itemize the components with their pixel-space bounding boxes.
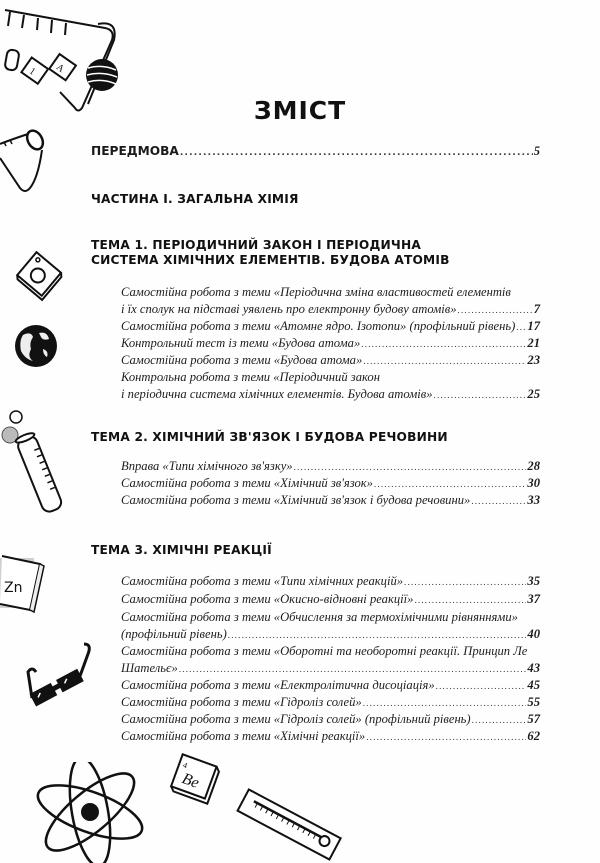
leader-dots: [458, 302, 533, 319]
page-number: 28: [527, 459, 540, 473]
entry-text: Самостійна робота з теми «Типи хімічних реакцій»: [121, 574, 404, 588]
entry-text-line: Самостійна робота з теми «Обчислення за термохімічними рівняннями»: [121, 610, 518, 624]
leader-dots: [434, 387, 527, 404]
page-number: 23: [527, 353, 540, 367]
leader-dots: [471, 493, 526, 510]
entry-text: Самостійна робота з теми «Хімічний зв'язок»: [121, 476, 373, 490]
toc-entry-preface[interactable]: [91, 144, 540, 159]
leader-dots: [436, 678, 527, 695]
page-number: 62: [527, 729, 540, 743]
leader-dots: [516, 319, 526, 336]
toc-entry[interactable]: [121, 284, 540, 319]
topic-heading-1: [91, 238, 450, 268]
toc-entry[interactable]: [121, 335, 540, 353]
page-number: 57: [527, 712, 540, 726]
toc-entry[interactable]: [121, 728, 540, 746]
thermometer-illustration: [235, 785, 345, 863]
beryllium-tile-illustration: [165, 752, 225, 807]
leader-dots: [228, 627, 527, 644]
toc-entry[interactable]: [121, 643, 540, 678]
toc-entry[interactable]: [121, 711, 540, 729]
leader-dots: [294, 459, 527, 476]
svg-text:1: 1: [26, 65, 38, 78]
leader-dots: [366, 729, 526, 746]
entry-text: Самостійна робота з теми «Гідроліз солей»: [121, 695, 362, 709]
leader-dots: [179, 661, 527, 678]
entry-text-line: Контрольна робота з теми «Періодичний закон: [121, 370, 380, 384]
page-number: 21: [527, 336, 540, 350]
page-number: 35: [527, 574, 540, 588]
atom-illustration: [30, 762, 150, 863]
camera-tile-illustration: [12, 250, 68, 302]
toc-entry[interactable]: [121, 492, 540, 510]
entry-text: Самостійна робота з теми «Електролітична дисоціація»: [121, 678, 435, 692]
page-number: 37: [527, 592, 540, 606]
entry-text: Контрольний тест із теми «Будова атома»: [121, 336, 361, 350]
entry-text: Самостійна робота з теми «Будова атома»: [121, 353, 363, 367]
page-number: 33: [527, 493, 540, 507]
toc-entry[interactable]: [121, 591, 540, 609]
topic-heading-line: ТЕМА 1. ПЕРІОДИЧНИЙ ЗАКОН І ПЕРІОДИЧНА: [91, 238, 422, 252]
leader-dots: [472, 712, 527, 729]
leader-dots: [363, 353, 526, 370]
topic-heading-2: [91, 430, 448, 445]
leader-dots: [414, 592, 526, 609]
entry-text: Самостійна робота з теми «Хімічні реакції»: [121, 729, 366, 743]
topic-heading-line: ТЕМА 2. ХІМІЧНИЙ ЗВ'ЯЗОК І БУДОВА РЕЧОВИНИ: [91, 430, 448, 444]
zinc-tile-illustration: [0, 552, 48, 614]
toc-entry[interactable]: [121, 677, 540, 695]
entry-text: Шательє»: [121, 661, 178, 675]
entry-text: Самостійна робота з теми «Окисно-відновні реакції»: [121, 592, 414, 606]
svg-text:A: A: [53, 61, 67, 76]
page-number: 17: [527, 319, 540, 333]
entry-text-line: Самостійна робота з теми «Оборотні та необоротні реакції. Принцип Ле: [121, 644, 528, 658]
leader-dots: [361, 336, 526, 353]
leader-dots: [180, 148, 533, 158]
topic-heading-line: СИСТЕМА ХІМІЧНИХ ЕЛЕМЕНТІВ. БУДОВА АТОМІВ: [91, 253, 450, 267]
element-tile-icon: [21, 57, 48, 83]
page-number: 25: [527, 387, 540, 401]
toc-entry[interactable]: [121, 352, 540, 370]
entry-text: Самостійна робота з теми «Хімічний зв'язок і будова речовини»: [121, 493, 471, 507]
topic-heading-3: [91, 543, 272, 558]
toc-entry[interactable]: [121, 458, 540, 476]
toc-entry[interactable]: [121, 369, 540, 404]
leader-dots: [374, 476, 526, 493]
page-number: 30: [527, 476, 540, 490]
entry-text: Самостійна робота з теми «Атомне ядро. Ізотопи» (профільний рівень): [121, 319, 516, 333]
page-number: 7: [533, 302, 540, 316]
preface-label: ПЕРЕДМОВА: [91, 144, 179, 158]
page-number: 55: [527, 695, 540, 709]
svg-text:Zn: Zn: [4, 580, 23, 596]
globe-icon: [13, 323, 59, 369]
test-tube-illustration: [0, 405, 70, 525]
entry-text: і періодична система хімічних елементів. Будова атомів»: [121, 387, 433, 401]
leader-dots: [404, 574, 526, 591]
page-number: 5: [533, 144, 540, 158]
glasses-illustration: [22, 640, 94, 710]
entry-text: і їх сполук на підставі уявлень про електронну будову атомів»: [121, 302, 457, 316]
page-number: 43: [527, 661, 540, 675]
toc-entry[interactable]: [121, 318, 540, 336]
entry-text: Самостійна робота з теми «Гідроліз солей» (профільний рівень): [121, 712, 471, 726]
entry-text: (профільний рівень): [121, 627, 227, 641]
flask-illustration: [0, 128, 50, 208]
entry-text-line: Самостійна робота з теми «Періодична зміна властивостей елементів: [121, 285, 511, 299]
element-tile-icon: [49, 54, 76, 80]
svg-text:Be: Be: [179, 770, 202, 792]
svg-text:4: 4: [181, 760, 189, 771]
entry-text: Вправа «Типи хімічного зв'язку»: [121, 459, 293, 473]
toc-entry[interactable]: [121, 475, 540, 493]
toc-entry[interactable]: [121, 609, 540, 644]
toc-entry[interactable]: [121, 573, 540, 591]
page-number: 45: [527, 678, 540, 692]
striped-ball-icon: [86, 59, 118, 91]
part-heading: ЧАСТИНА І. ЗАГАЛЬНА ХІМІЯ: [91, 192, 299, 206]
toc-entry[interactable]: [121, 694, 540, 712]
page-title: ЗМІСТ: [253, 96, 347, 125]
page-number: 40: [527, 627, 540, 641]
topic-heading-line: ТЕМА 3. ХІМІЧНІ РЕАКЦІЇ: [91, 543, 272, 557]
leader-dots: [363, 695, 527, 712]
